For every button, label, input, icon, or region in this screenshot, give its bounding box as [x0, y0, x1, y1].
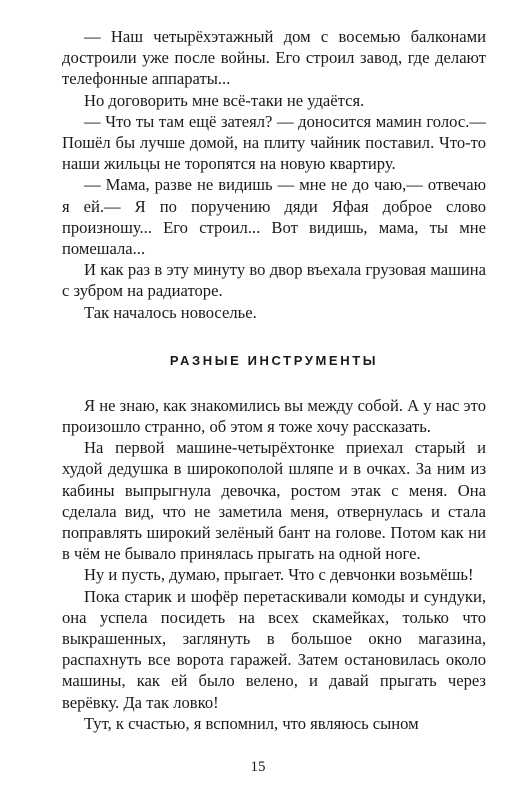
paragraph: — Мама, разве не видишь — мне не до чаю,— отвечаю я ей.— Я по поручению дяди Яфая доброе слово произношу... Его строил... Вот видишь, мама, ты мне помешала...	[62, 175, 486, 259]
paragraph: — Что ты там ещё затеял? — доносится мамин голос.— Пошёл бы лучше домой, на плиту чайник поставил. Что-то наши жильцы не торопятся на новую квартиру.	[62, 111, 486, 174]
paragraph: — Наш четырёхэтажный дом с восемью балконами достроили уже после войны. Его строил завод, где делают телефонные аппараты...	[62, 27, 486, 89]
paragraph: На первой машине-четырёхтонке приехал старый и худой дедушка в широкополой шляпе и в очках. За ним из кабины выпрыгнула девочка, ростом этак с меня. Она сделала вид, что не заметила меня, отвернулась и стала поправлять широкий зелёный бант на голове. Потом как ни в чём не бывало принялась прыгать на одной ноге.	[62, 438, 486, 564]
paragraph: Так началось новоселье.	[84, 302, 257, 322]
book-page	[62, 26, 486, 734]
paragraph: Но договорить мне всё-таки не удаётся.	[84, 90, 365, 110]
paragraph: Я не знаю, как знакомились вы между собой. А у нас это произошло странно, об этом я тоже хочу рассказать.	[62, 395, 486, 437]
section-novoselye-ending	[62, 26, 486, 323]
paragraph: Пока старик и шофёр перетаскивали комоды и сундуки, она успела посидеть на всех скамейках, только что выкрашенных, заглянуть в большое окно магазина, распахнуть все ворота гаражей. Затем остановилась около машины, как ей было велено, и давай прыгать через верёвку. Да так ловко!	[62, 586, 486, 712]
paragraph: Ну и пусть, думаю, прыгает. Что с девчонки возьмёшь!	[84, 565, 474, 585]
section-raznye-instrumenty	[62, 395, 486, 734]
paragraph: Тут, к счастью, я вспомнил, что являюсь сыном	[84, 713, 419, 733]
page-number: 15	[250, 759, 266, 775]
paragraph: И как раз в эту минуту во двор въехала грузовая машина с зубром на радиаторе.	[62, 260, 486, 301]
section-title: РАЗНЫЕ ИНСТРУМЕНТЫ	[169, 352, 379, 368]
